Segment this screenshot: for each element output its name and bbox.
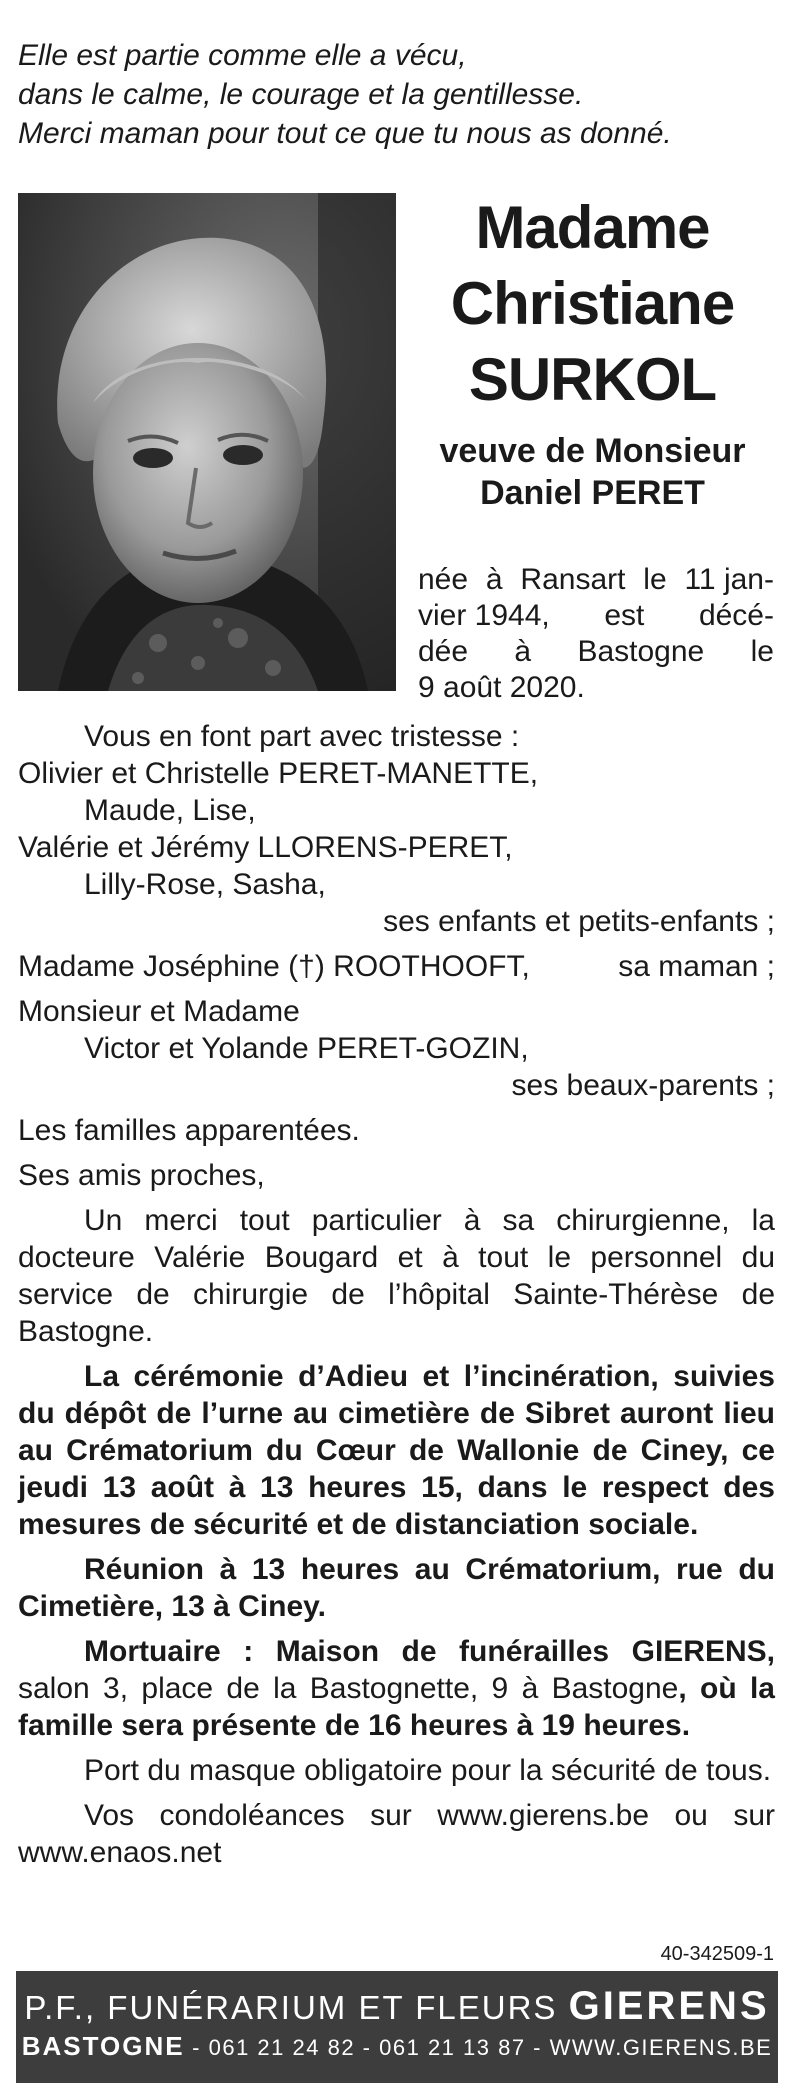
reference-number: 40-342509-1 — [660, 1943, 774, 1965]
epitaph-line: Elle est partie comme elle a vécu, — [18, 39, 467, 72]
mortuary-address: salon 3, place de la Bastognette, 9 à Bastogne — [18, 1672, 679, 1705]
birth-word: le — [643, 563, 667, 596]
widow-line: veuve de Monsieur — [439, 432, 746, 470]
birth-word: née — [418, 563, 469, 596]
relatives-line: Les familles apparentées. — [18, 1114, 360, 1147]
friends-line: Ses amis proches, — [18, 1159, 265, 1192]
mask-paragraph: Port du masque obligatoire pour la sécurité de tous. — [84, 1754, 772, 1787]
family-member: Olivier et Christelle PERET-MANETTE, — [18, 757, 539, 790]
birth-word: à — [514, 635, 532, 668]
epitaph — [18, 36, 778, 153]
mortuary-bold: Mortuaire : Maison de funérailles GIERENS, — [84, 1635, 775, 1668]
condolences-paragraph: Vos condoléances sur www.gierens.be ou sur www.enaos.net — [18, 1799, 775, 1869]
mortuary-hours: , où la famille sera présente de 16 heures à 19 heures. — [18, 1672, 775, 1742]
birth-word: vier 1944, — [418, 599, 550, 632]
birth-word: est — [604, 599, 645, 632]
announcement-body — [18, 718, 775, 1871]
death-date: 9 août 2020. — [418, 671, 585, 704]
family-member: Lilly-Rose, Sasha, — [84, 868, 326, 901]
birth-word: à — [485, 563, 503, 596]
family-member: Monsieur et Madame — [18, 995, 300, 1028]
birth-word: Ransart — [520, 563, 626, 596]
family-member: Maude, Lise, — [84, 794, 256, 827]
banner-title — [16, 1971, 778, 2029]
birth-word: Bastogne — [577, 635, 705, 668]
mother-row — [18, 948, 775, 985]
deceased-title: Madame — [475, 194, 710, 261]
birth-word: 11 jan- — [684, 563, 774, 596]
banner-phone-web: - 061 21 24 82 - 061 21 13 87 - WWW.GIERENS.BE — [184, 2035, 773, 2060]
deceased-last-name: SURKOL — [468, 346, 717, 413]
epitaph-line: Merci maman pour tout ce que tu nous as donné. — [18, 117, 672, 150]
birth-word: dée — [418, 635, 469, 668]
family-role: ses beaux-parents ; — [511, 1069, 775, 1102]
banner-city: BASTOGNE — [21, 2031, 185, 2061]
portrait-photo — [18, 193, 396, 691]
family-member: Valérie et Jérémy LLORENS-PERET, — [18, 831, 513, 864]
birth-word: décé- — [698, 599, 774, 632]
mortuary-paragraph — [18, 1633, 775, 1744]
birth-death-info — [418, 562, 774, 706]
banner-brand: GIERENS — [568, 1984, 770, 2028]
family-member: Victor et Yolande PERET-GOZIN, — [84, 1032, 529, 1065]
deceased-first-name: Christiane — [450, 270, 735, 337]
meeting-paragraph: Réunion à 13 heures au Crématorium, rue du Cimetière, 13 à Ciney. — [18, 1553, 775, 1623]
family-intro: Vous en font part avec tristesse : — [84, 720, 520, 753]
funeral-home-banner — [16, 1971, 778, 2083]
family-role: sa maman ; — [618, 950, 775, 983]
family-role: ses enfants et petits-enfants ; — [383, 905, 775, 938]
epitaph-line: dans le calme, le courage et la gentillesse. — [18, 78, 584, 111]
banner-contacts — [16, 2029, 778, 2065]
mother-name: Madame Joséphine (†) ROOTHOOFT, — [18, 950, 530, 983]
birth-word: le — [750, 635, 774, 668]
banner-services: P.F., FUNÉRARIUM ET FLEURS — [24, 1989, 558, 2026]
deceased-name-block — [410, 190, 775, 514]
widow-husband-name: Daniel PERET — [480, 474, 705, 512]
thanks-paragraph: Un merci tout particulier à sa chirurgienne, la docteure Valérie Bougard et à tout le personnel du service de chirurgie de l’hôpital Sainte-Thérèse de Bastogne. — [18, 1204, 775, 1348]
ceremony-paragraph: La cérémonie d’Adieu et l’incinération, suivies du dépôt de l’urne au cimetière de Sibret auront lieu au Crématorium du Cœur de Wallonie de Ciney, ce jeudi 13 août à 13 heures 15, dans le respect des mesures de sécurité et de distanciation sociale. — [18, 1360, 775, 1541]
